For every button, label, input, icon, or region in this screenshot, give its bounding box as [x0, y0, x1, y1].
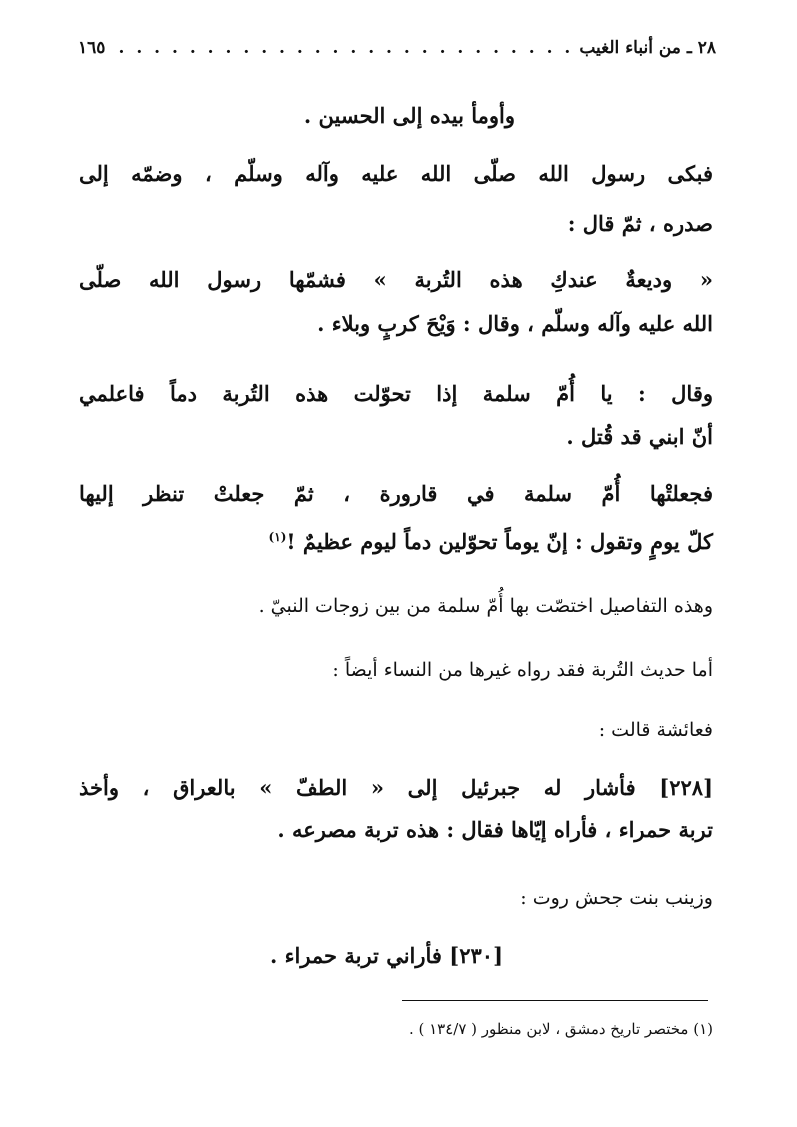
paragraph-5-line-2 — [79, 517, 713, 557]
paragraph-10 — [520, 878, 713, 918]
paragraph-7-line-1: أما حديث التُربة فقد رواه غيرها من النساء أيضاً : — [332, 659, 713, 681]
paragraph-11 — [270, 936, 503, 976]
paragraph-2 — [79, 154, 713, 244]
page-number: ١٦٥ — [78, 38, 106, 58]
paragraph-2-line-1: فبكى رسول الله صلّى الله عليه وآله وسلّم ، وضمّه إلى — [79, 161, 713, 186]
paragraph-10-line-1: وزينب بنت جحش روت : — [520, 887, 713, 909]
running-header — [78, 30, 716, 66]
footnote-divider — [402, 1000, 708, 1001]
chapter-title: ٢٨ ـ من أنباء الغيب — [579, 38, 716, 58]
footnote-reference: (١) — [268, 530, 287, 544]
paragraph-1 — [304, 96, 515, 136]
footnote: (١) مختصر تاريخ دمشق ، لابن منظور ( ١٣٤/٧ ) . — [408, 1020, 713, 1038]
paragraph-9-line-2: تربة حمراء ، فأراه إيّاها فقال : هذه تربة مصرعه . — [277, 817, 713, 842]
paragraph-1-line-1: وأومأ بيده إلى الحسين . — [303, 103, 515, 128]
paragraph-9-line-1: [٢٢٨] فأشار له جبرئيل إلى « الطفّ » بالعراق ، وأخذ — [79, 775, 713, 800]
paragraph-4 — [79, 374, 713, 457]
paragraph-7 — [332, 650, 713, 690]
paragraph-5-line-1: فجعلتْها أُمّ سلمة في قارورة ، ثمّ جعلتْ تنظر إليها — [79, 481, 713, 506]
paragraph-4-line-1: وقال : يا أُمّ سلمة إذا تحوّلت هذه التُربة دماً فاعلمي — [79, 381, 713, 406]
paragraph-5-line-2-text: كلّ يومٍ وتقول : إنّ يوماً تحوّلين دماً ليوم عظيمٌ ! — [286, 529, 713, 554]
paragraph-3 — [79, 260, 713, 344]
paragraph-6 — [259, 586, 713, 626]
paragraph-6-line-1: وهذه التفاصيل اختصّت بها أُمّ سلمة من بين زوجات النبيّ . — [258, 595, 713, 617]
paragraph-5 — [79, 474, 713, 557]
paragraph-3-line-2: الله عليه وآله وسلّم ، وقال : وَيْحَ كربٍ وبلاء . — [317, 311, 713, 336]
paragraph-8-line-1: فعائشة قالت : — [598, 719, 713, 741]
paragraph-8 — [599, 710, 713, 750]
paragraph-11-line-1: [٢٣٠] فأراني تربة حمراء . — [270, 943, 503, 968]
paragraph-4-line-2: أنّ ابني قد قُتل . — [566, 424, 713, 449]
header-leader-dots — [111, 38, 573, 58]
paragraph-9 — [79, 768, 713, 850]
paragraph-3-line-1: « وديعةٌ عندكِ هذه التُربة » فشمّها رسول الله صلّى — [79, 267, 713, 292]
paragraph-2-line-2: صدره ، ثمّ قال : — [567, 211, 713, 236]
